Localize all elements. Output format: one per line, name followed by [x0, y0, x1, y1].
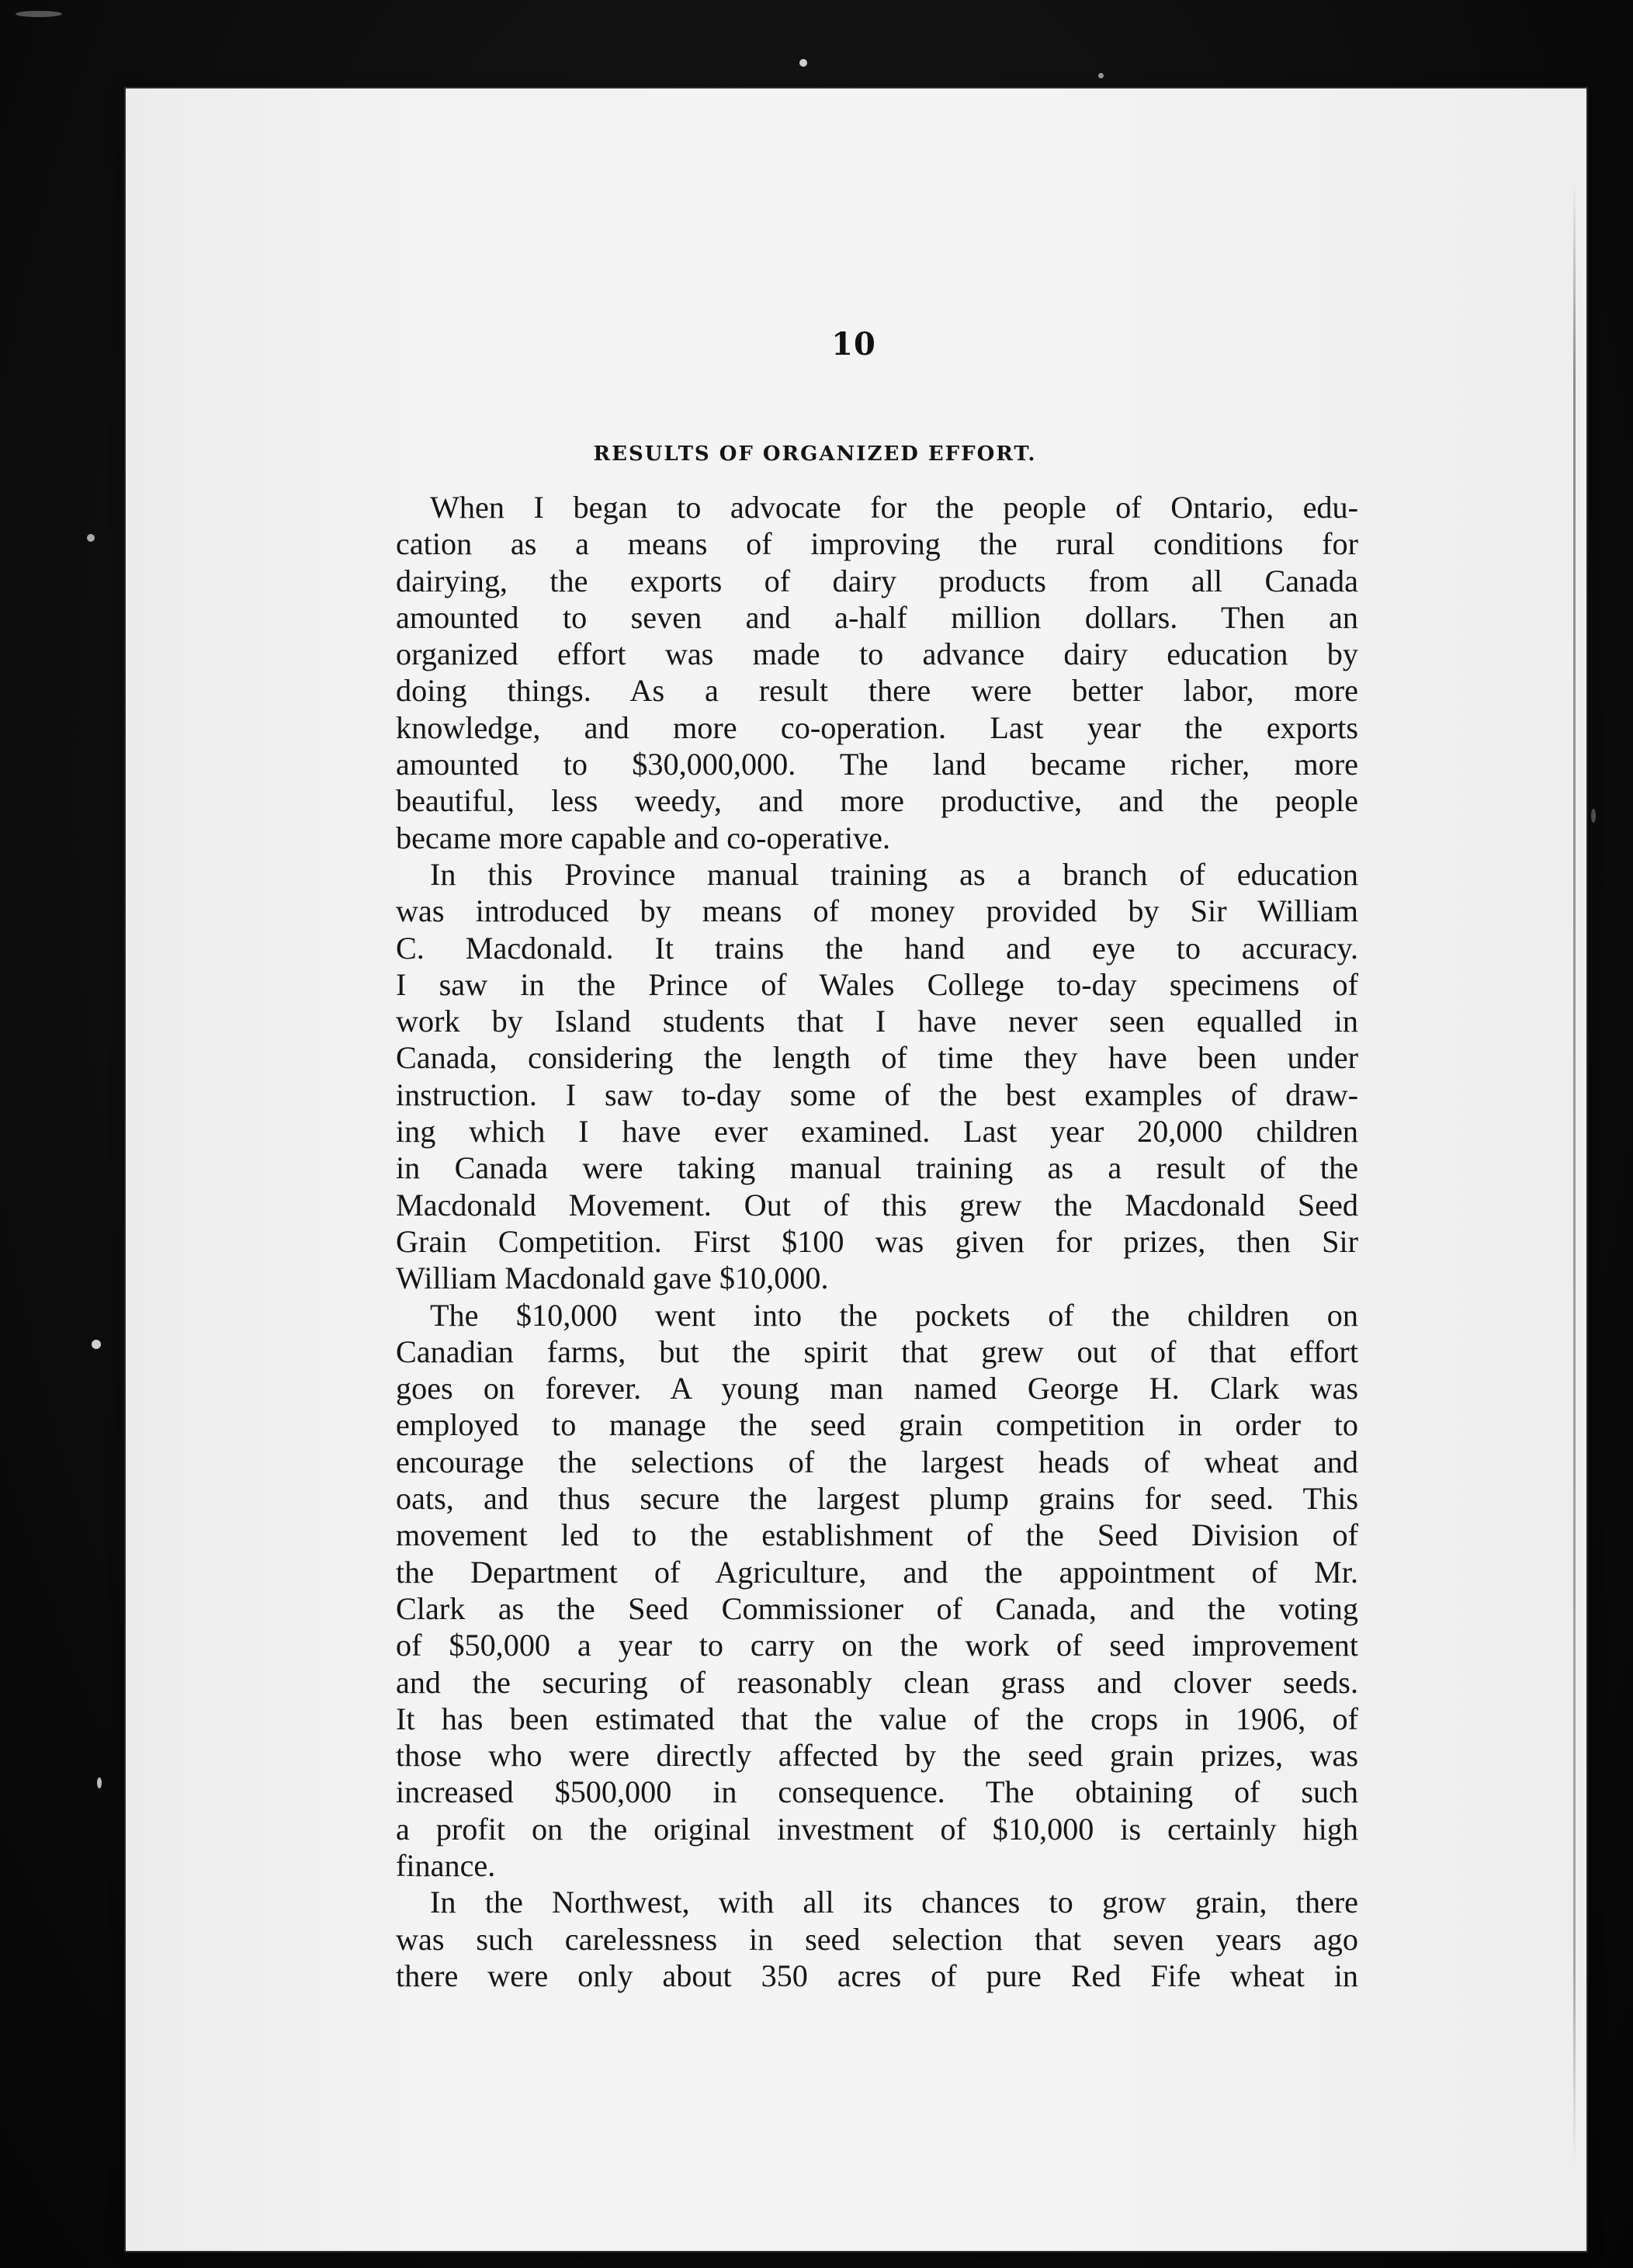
text-line: It has been estimated that the value of the crops in 1906, of	[396, 1701, 1358, 1736]
text-line: those who were directly affected by the seed grain prizes, was	[396, 1738, 1358, 1774]
text-line: beautiful, less weedy, and more productive, and the people	[396, 783, 1358, 819]
page-number: 10	[831, 326, 876, 362]
page-edge-shadow	[1573, 180, 1576, 2167]
text-line: encourage the selections of the largest heads of wheat and	[396, 1444, 1358, 1479]
section-heading: RESULTS OF ORGANIZED EFFORT.	[593, 442, 1037, 466]
text-line: ing which I have ever examined. Last year 20,000 children	[396, 1114, 1358, 1150]
text-line: Canada, considering the length of time they have been under	[396, 1040, 1358, 1076]
text-line: in Canada were taking manual training as a result of the	[396, 1150, 1358, 1186]
text-line: was introduced by means of money provided by Sir William	[396, 893, 1358, 929]
paragraph	[396, 489, 1358, 856]
paragraph	[396, 1297, 1358, 1885]
text-line: became more capable and co-operative.	[396, 820, 891, 855]
text-line: In the Northwest, with all its chances to grow grain, there	[430, 1885, 1358, 1920]
text-line: Clark as the Seed Commissioner of Canada, and the voting	[396, 1590, 1358, 1626]
text-line: C. Macdonald. It trains the hand and eye to accuracy.	[396, 930, 1358, 966]
text-line: amounted to seven and a-half million dollars. Then an	[396, 599, 1358, 635]
text-line: The $10,000 went into the pockets of the children on	[430, 1297, 1358, 1333]
text-line: instruction. I saw to-day some of the best examples of draw-	[396, 1077, 1358, 1112]
text-line: I saw in the Prince of Wales College to-day specimens of	[396, 966, 1358, 1002]
text-line: work by Island students that I have never seen equalled in	[396, 1004, 1358, 1039]
text-line: employed to manage the seed grain competition in order to	[396, 1407, 1358, 1443]
text-line: Canadian farms, but the spirit that grew out of that effort	[396, 1333, 1358, 1369]
text-line: organized effort was made to advance dairy education by	[396, 636, 1358, 672]
text-line: of $50,000 a year to carry on the work of seed improvement	[396, 1628, 1358, 1663]
text-line: oats, and thus secure the largest plump grains for seed. This	[396, 1481, 1358, 1517]
paragraph	[396, 856, 1358, 1297]
paragraph	[396, 1884, 1358, 1994]
text-line: Macdonald Movement. Out of this grew the Macdonald Seed	[396, 1187, 1358, 1222]
text-line: and the securing of reasonably clean grass and clover seeds.	[396, 1664, 1358, 1700]
text-line: finance.	[396, 1847, 496, 1883]
body-text	[396, 489, 1358, 1994]
text-line: Grain Competition. First $100 was given for prizes, then Sir	[396, 1223, 1358, 1259]
text-line: dairying, the exports of dairy products from all Canada	[396, 563, 1358, 598]
text-line: William Macdonald gave $10,000.	[396, 1261, 829, 1296]
text-line: the Department of Agriculture, and the appointment of Mr.	[396, 1554, 1358, 1590]
text-line: there were only about 350 acres of pure Red Fife wheat in	[396, 1958, 1358, 1993]
text-line: amounted to $30,000,000. The land became richer, more	[396, 747, 1358, 782]
text-line: cation as a means of improving the rural conditions for	[396, 526, 1358, 562]
text-line: goes on forever. A young man named George H. Clark was	[396, 1371, 1358, 1406]
text-line: increased $500,000 in consequence. The obtaining of such	[396, 1774, 1358, 1810]
text-line: knowledge, and more co-operation. Last year the exports	[396, 709, 1358, 745]
text-line: doing things. As a result there were better labor, more	[396, 673, 1358, 709]
text-line: movement led to the establishment of the Seed Division of	[396, 1517, 1358, 1553]
text-line: a profit on the original investment of $10,000 is certainly high	[396, 1811, 1358, 1847]
text-line: When I began to advocate for the people of Ontario, edu-	[430, 490, 1358, 525]
text-line: was such carelessness in seed selection that seven years ago	[396, 1921, 1358, 1957]
text-line: In this Province manual training as a branch of education	[430, 856, 1358, 892]
